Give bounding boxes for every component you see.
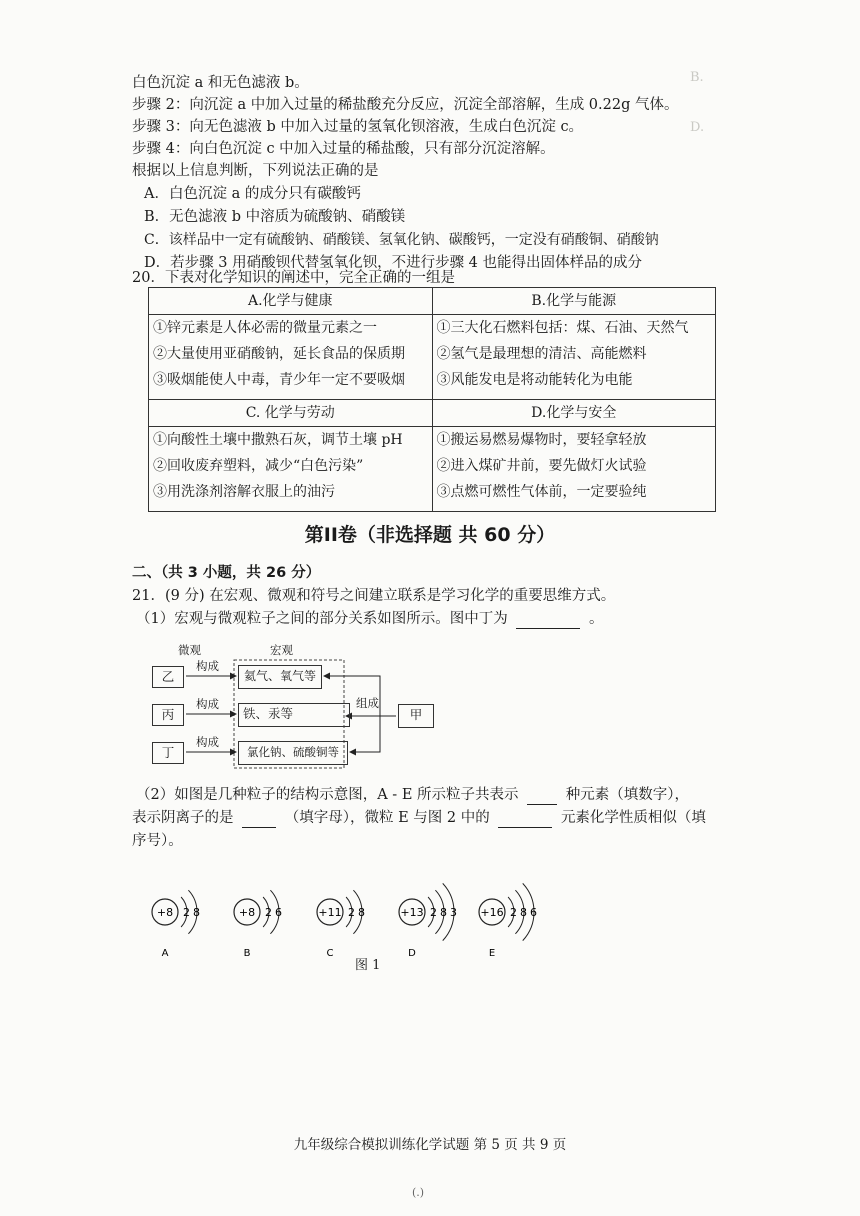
electron-count: 3 (450, 906, 457, 919)
particle-yi: 乙 (152, 666, 184, 688)
q19-step2: 步骤 2：向沉淀 a 中加入过量的稀盐酸充分反应，沉淀全部溶解，生成 0.22g 气体。 (132, 97, 679, 113)
nucleus-charge: +11 (318, 906, 342, 919)
figure-caption: 图 1 (355, 958, 381, 973)
cell-row: ③吸烟能使人中毒，青少年一定不要吸烟 (153, 372, 405, 388)
macro-box-compounds: 氯化钠、硫酸铜等 (238, 741, 348, 765)
macro-box-metals: 铁、汞等 (238, 703, 350, 727)
binding-mark: (.) (412, 1186, 425, 1199)
answer-blank (527, 790, 557, 805)
q20-table (148, 287, 716, 512)
q19-option-b: B．无色滤液 b 中溶质为硫酸钠、硝酸镁 (144, 209, 406, 225)
element-jia: 甲 (398, 704, 434, 728)
nucleus-charge: +8 (238, 906, 256, 919)
q21-part2-text: 种元素（填数字）， (565, 787, 689, 803)
q21-stem: 21．(9 分) 在宏观、微观和符号之间建立联系是学习化学的重要思维方式。 (132, 588, 616, 604)
cell-row: ②回收废弃塑料，减少“白色污染” (153, 458, 364, 474)
electron-count: 2 (265, 906, 272, 919)
q21-part2-text: （填字母），微粒 E 与图 2 中的 (284, 810, 490, 826)
micro-label: 微观 (178, 643, 201, 657)
electron-count: 2 (510, 906, 517, 919)
q19-option-d: D．若步骤 3 用硝酸钡代替氢氧化钡，不进行步骤 4 也能得出固体样品的成分 (144, 255, 643, 271)
section-title: 第II卷（非选择题 共 60 分） (304, 524, 556, 546)
cell-row: ③用洗涤剂溶解衣服上的油污 (153, 484, 335, 500)
constitute-label: 构成 (196, 735, 219, 749)
bleed-through-text: B. (690, 70, 704, 85)
table-cell-b-body (432, 315, 716, 400)
electron-count: 8 (193, 906, 200, 919)
particle-bing: 丙 (152, 704, 184, 726)
electron-count: 2 (430, 906, 437, 919)
table-cell-d-head: D.化学与安全 (432, 400, 716, 427)
atom-diagram-c (317, 890, 365, 959)
table-cell-a-body (149, 315, 433, 400)
table-cell-c-head: C. 化学与劳动 (149, 400, 433, 427)
cell-row: ②氢气是最理想的清洁、高能燃料 (436, 346, 647, 362)
atom-diagram-d (399, 883, 457, 959)
table-cell-b-head: B.化学与能源 (432, 288, 716, 315)
q21-part1 (136, 609, 603, 629)
nucleus-charge: +16 (480, 906, 504, 919)
nucleus-charge: +8 (156, 906, 174, 919)
q21-part2-line3: 序号）。 (132, 833, 183, 849)
q19-step3: 步骤 3：向无色滤液 b 中加入过量的氢氧化钡溶液，生成白色沉淀 c。 (132, 119, 584, 135)
atom-label: B (243, 948, 251, 959)
cell-row: ③风能发电是将动能转化为电能 (436, 372, 633, 388)
atom-label: D (408, 948, 416, 959)
constitute-label: 构成 (196, 659, 219, 673)
cell-row: ①向酸性土壤中撒熟石灰，调节土壤 pH (153, 432, 403, 448)
cell-row: ①锌元素是人体必需的微量元素之一 (153, 320, 377, 336)
q19-step4: 步骤 4：向白色沉淀 c 中加入过量的稀盐酸，只有部分沉淀溶解。 (132, 141, 555, 157)
cell-row: ②进入煤矿井前，要先做灯火试验 (436, 458, 647, 474)
compose-label: 组成 (356, 696, 379, 710)
relation-diagram (150, 640, 450, 770)
atom-structure-svg (140, 868, 560, 978)
table-cell-d-body (432, 427, 716, 512)
answer-blank (516, 614, 580, 629)
cell-row: ①搬运易燃易爆物时，要轻拿轻放 (436, 432, 647, 448)
electron-count: 2 (348, 906, 355, 919)
answer-blank (498, 813, 552, 828)
q21-part2-text: （2）如图是几种粒子的结构示意图，A - E 所示粒子共表示 (136, 787, 519, 803)
cell-row: ③点燃可燃性气体前，一定要验纯 (436, 484, 647, 500)
atom-label: C (326, 948, 334, 959)
cell-row: ②大量使用亚硝酸钠，延长食品的保质期 (153, 346, 405, 362)
q21-part2-line1 (136, 785, 689, 805)
answer-blank (242, 813, 276, 828)
electron-count: 6 (275, 906, 282, 919)
q21-part2-text: 元素化学性质相似（填 (560, 810, 706, 826)
electron-count: 8 (520, 906, 527, 919)
macro-label: 宏观 (270, 643, 293, 657)
q19-question: 根据以上信息判断，下列说法正确的是 (132, 163, 379, 179)
table-cell-a-head: A.化学与健康 (149, 288, 433, 315)
atom-label: E (488, 948, 496, 959)
particle-ding: 丁 (152, 742, 184, 764)
constitute-label: 构成 (196, 697, 219, 711)
electron-count: 8 (358, 906, 365, 919)
table-cell-c-body (149, 427, 433, 512)
q21-part1-end: 。 (588, 611, 604, 627)
q19-option-c: C．该样品中一定有硫酸钠、硝酸镁、氢氧化钠、碳酸钙，一定没有硝酸铜、硝酸钠 (144, 232, 659, 248)
q20-stem: 20．下表对化学知识的阐述中，完全正确的一组是 (132, 270, 455, 286)
atom-label: A (161, 948, 169, 959)
electron-count: 6 (530, 906, 537, 919)
q21-part2-text: 表示阴离子的是 (132, 810, 234, 826)
electron-count: 8 (440, 906, 447, 919)
atom-diagram-a (152, 890, 200, 959)
atom-diagram-b (234, 890, 282, 959)
q21-part1-text: （1）宏观与微观粒子之间的部分关系如图所示。图中丁为 (136, 611, 508, 627)
page-footer: 九年级综合模拟训练化学试题 第 5 页 共 9 页 (293, 1137, 567, 1153)
macro-box-gases: 氦气、氧气等 (238, 665, 322, 689)
atom-structure-figure (140, 868, 560, 978)
q19-option-a: A．白色沉淀 a 的成分只有碳酸钙 (144, 186, 361, 202)
atom-diagram-e (479, 883, 537, 959)
q19-line0: 白色沉淀 a 和无色滤液 b。 (132, 75, 309, 91)
nucleus-charge: +13 (400, 906, 424, 919)
q21-part2-line2 (132, 808, 706, 828)
electron-count: 2 (183, 906, 190, 919)
section-heading: 二、（共 3 小题，共 26 分） (132, 565, 321, 581)
cell-row: ①三大化石燃料包括：煤、石油、天然气 (436, 320, 689, 336)
bleed-through-text: D. (690, 120, 705, 135)
